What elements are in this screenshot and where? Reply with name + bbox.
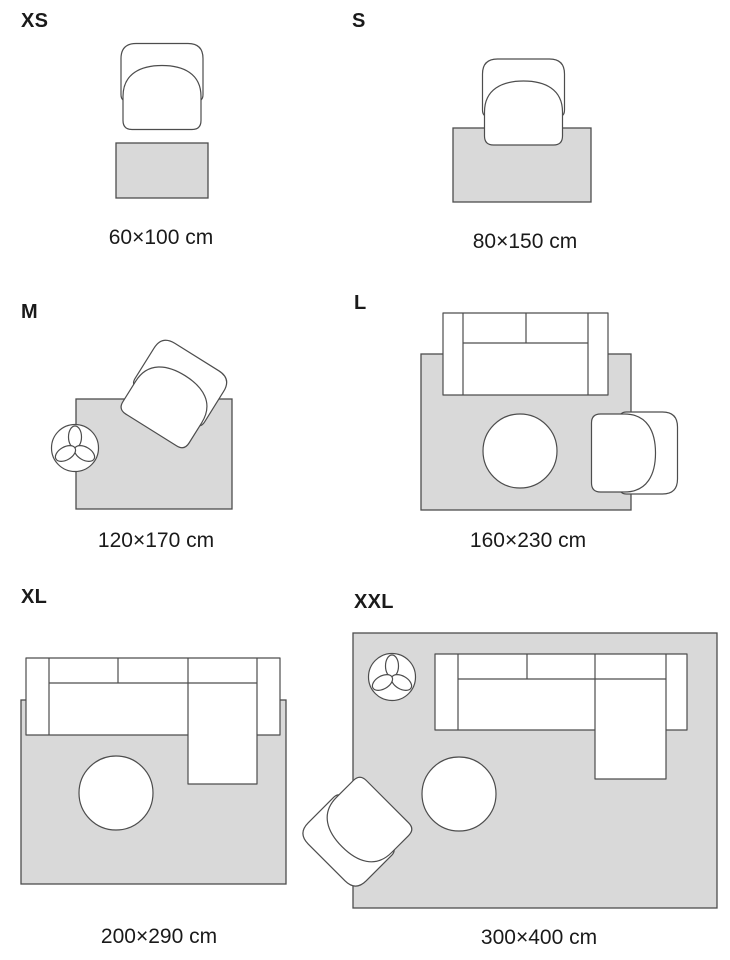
size-label-xxl: XXL — [354, 591, 394, 613]
sofa-icon — [443, 313, 608, 395]
dimension-label-l: 160×230 cm — [469, 529, 587, 552]
dimension-label-m: 120×170 cm — [97, 529, 215, 552]
plant-icon — [52, 425, 99, 472]
dimension-label-xxl: 300×400 cm — [480, 926, 598, 949]
plant-icon — [369, 654, 416, 701]
round-table-icon — [422, 757, 496, 831]
round-table-icon — [483, 414, 557, 488]
size-label-s: S — [352, 10, 366, 32]
dimension-label-xl: 200×290 cm — [100, 925, 218, 948]
armchair-icon — [121, 44, 203, 130]
armchair-icon — [592, 412, 678, 494]
size-label-xs: XS — [21, 10, 49, 32]
size-label-xl: XL — [21, 586, 48, 608]
rug-xs — [116, 143, 208, 198]
size-label-l: L — [354, 292, 367, 314]
round-table-icon — [79, 756, 153, 830]
armchair-icon — [483, 59, 565, 145]
dimension-label-s: 80×150 cm — [472, 230, 578, 253]
size-label-m: M — [21, 301, 38, 323]
dimension-label-xs: 60×100 cm — [108, 226, 214, 249]
